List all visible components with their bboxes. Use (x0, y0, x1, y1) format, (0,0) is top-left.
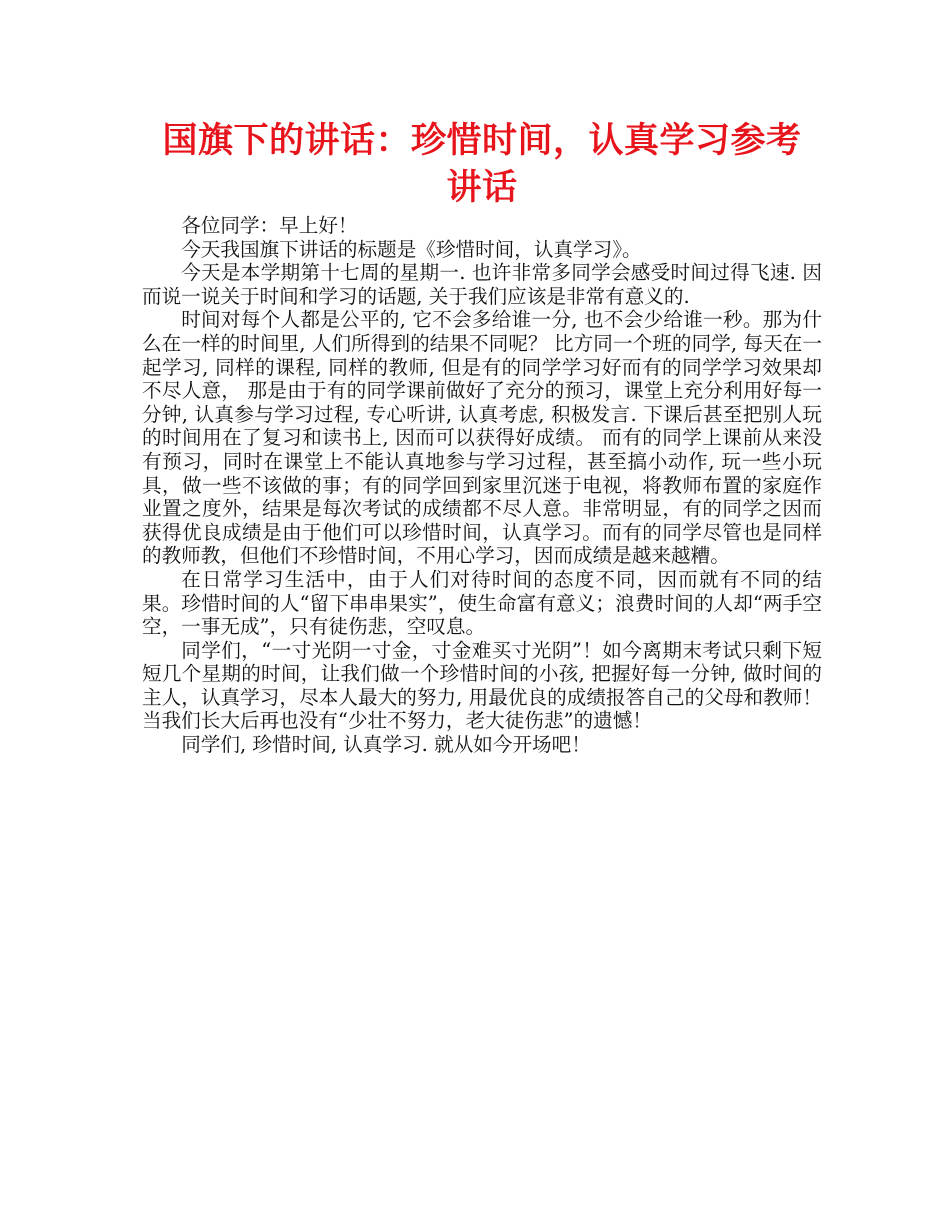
paragraph-intro: 今天是本学期第十七周的星期一. 也许非常多同学会感受时间过得飞速. 因而说一说关于时间和学习的话题, 关于我们应该是非常有意义的. (142, 261, 822, 308)
paragraph-attitude: 在日常学习生活中，由于人们对待时间的态度不同，因而就有不同的结果。珍惜时间的人“留下串串果实”，使生命富有意义；浪费时间的人却“两手空空，一事无成”，只有徒伤悲，空叹息。 (142, 567, 822, 639)
document-body (142, 214, 822, 757)
paragraph-fairness: 时间对每个人都是公平的, 它不会多给谁一分, 也不会少给谁一秒。那为什么在一样的时间里, 人们所得到的结果不同呢？ 比方同一个班的同学, 每天在一起学习, 同样的课程, 同样的教师, 但是有的同学学习好而有的同学学习效果却不尽人意， 那是由于有的同学课前做好了充分的预习，课堂上充分利用好每一分钟, 认真参与学习过程, 专心听讲, 认真考虑, 积极发言. 下课后甚至把别人玩的时间用在了复习和读书上, 因而可以获得好成绩。 而有的同学上课前从来没有预习，同时在课堂上不能认真地参与学习过程，甚至搞小动作, 玩一些小玩具，做一些不该做的事；有的同学回到家里沉迷于电视，将教师布置的家庭作业置之度外，结果是每次考试的成绩都不尽人意。非常明显，有的同学之因而获得优良成绩是由于他们可以珍惜时间，认真学习。而有的同学尽管也是同样的教师教，但他们不珍惜时间，不用心学习，因而成绩是越来越糟。 (142, 308, 822, 568)
document-page (142, 118, 822, 757)
paragraph-greeting: 各位同学：早上好！ (181, 214, 358, 237)
document-title: 国旗下的讲话：珍惜时间，认真学习参考讲话 (162, 121, 802, 208)
paragraph-closing: 同学们, 珍惜时间, 认真学习. 就从如今开场吧！ (181, 733, 591, 757)
paragraph-appeal: 同学们，“一寸光阴一寸金，寸金难买寸光阴”！如今离期末考试只剩下短短几个星期的时间，让我们做一个珍惜时间的小孩, 把握好每一分钟, 做时间的主人，认真学习，尽本人最大的努力, 用最优良的成绩报答自己的父母和教师！当我们长大后再也没有“少壮不努力，老大徒伤悲”的遗憾！ (142, 638, 822, 733)
paragraph-topic: 今天我国旗下讲话的标题是《珍惜时间，认真学习》。 (181, 237, 642, 261)
